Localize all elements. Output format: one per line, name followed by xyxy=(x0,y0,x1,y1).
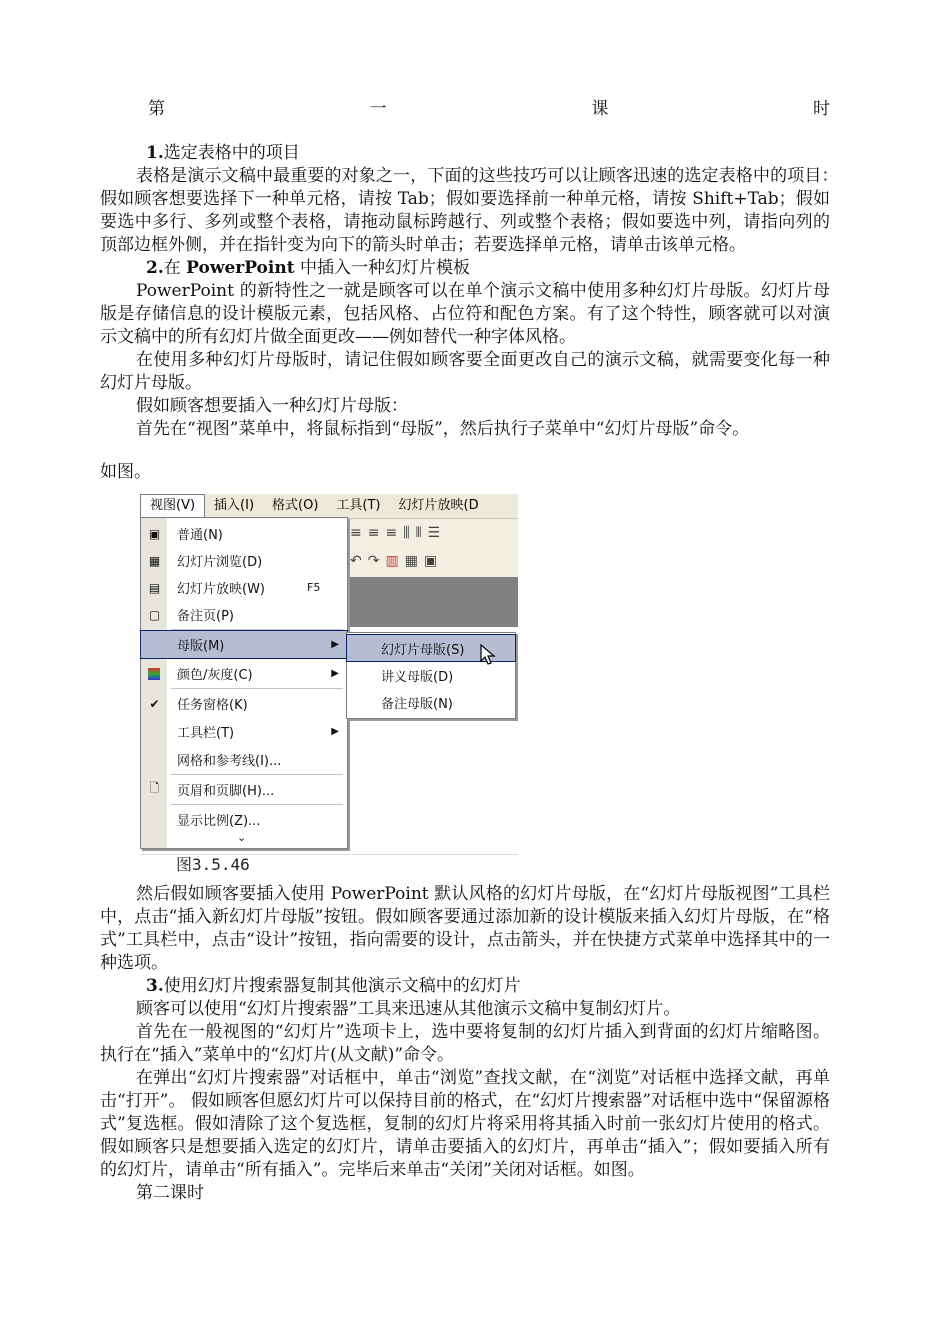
menu-item-master[interactable]: 母版(M) ▶ xyxy=(141,631,347,658)
workspace-area xyxy=(344,577,518,627)
menu-item-slideshow[interactable]: ▤ 幻灯片放映(W) F5 xyxy=(141,574,347,601)
document-bottom xyxy=(100,883,830,1205)
paragraph: 表格是演示文稿中最重要的对象之一，下面的这些技巧可以让顾客迅速的选定表格中的项目： 假如顾客想要选择下一种单元格，请按 Tab；假如要选择前一种单元格，请按 Shift+Tab；假如要选中多行、多列或整个表格，请拖动鼠标跨越行、列或整个表格；假如要选中列，请指向列的顶部边框外侧，并在指针变为向下的箭头时单击；若要选择单元格，请单击该单元格。 xyxy=(100,166,864,255)
submenu-item-handout-master[interactable]: 讲义母版(D) xyxy=(381,669,454,685)
undo-icon[interactable]: ↶ xyxy=(350,553,362,569)
menu-slideshow[interactable]: 幻灯片放映(D xyxy=(398,498,479,513)
menu-item-color[interactable]: 颜色/灰度(C) ▶ xyxy=(141,660,347,687)
expand-menu-icon[interactable]: ⌄ xyxy=(237,830,247,844)
menu-item-grid[interactable]: 网格和参考线(I)... xyxy=(177,754,282,769)
check-icon: ✔ xyxy=(149,696,160,711)
paragraph: 在使用多种幻灯片母版时，请记住假如顾客要全面更改自己的演示文稿，就需要变化每一种幻灯片母版。 xyxy=(100,350,830,393)
menu-item-zoom[interactable]: 显示比例(Z)... xyxy=(177,814,261,829)
menu-insert[interactable]: 插入(I) xyxy=(214,498,255,513)
section-1-heading: 1.选定表格中的项目 xyxy=(146,143,300,163)
menu-screenshot-figure xyxy=(140,494,518,874)
table-icon[interactable]: ▦ xyxy=(404,553,418,569)
paragraph: 顾客可以使用“幻灯片搜索器”工具来迅速从其他演示文稿中复制幻灯片。 xyxy=(136,999,681,1019)
title-char: 第 xyxy=(148,99,165,119)
paragraph: 首先在“视图”菜单中，将鼠标指到“母版”，然后执行子菜单中“幻灯片母版”命令。 xyxy=(136,419,750,439)
mouse-cursor-icon xyxy=(480,644,496,666)
section-3-heading: 3.使用幻灯片搜索器复制其他演示文稿中的幻灯片 xyxy=(146,976,521,996)
menu-item-task-pane[interactable]: ✔ 任务窗格(K) xyxy=(141,690,347,717)
normal-view-icon: ▣ xyxy=(148,526,161,541)
paragraph: 假如顾客想要插入一种幻灯片母版： xyxy=(136,396,408,416)
figure-caption: 图3.5.46 xyxy=(176,855,250,874)
menu-item-header-footer[interactable]: 🗋 页眉和页脚(H)... xyxy=(141,776,347,803)
paragraph: 如图。 xyxy=(100,462,151,482)
submenu-arrow-icon: ▶ xyxy=(331,668,339,679)
menu-item-notes-page[interactable]: ▢ 备注页(P) xyxy=(141,601,347,628)
section-2-heading: 2.在 PowerPoint 中插入一种幻灯片模板 xyxy=(146,258,470,278)
menu-tools[interactable]: 工具(T) xyxy=(336,498,381,513)
slide-sorter-icon: ▦ xyxy=(148,553,161,568)
align-left-icon[interactable]: ≡ xyxy=(350,525,362,541)
paragraph: 在弹出“幻灯片搜索器”对话框中，单击“浏览”查找文献，在“浏览”对话框中选择文献，再单击“打开”。 假如顾客但愿幻灯片可以保持目前的格式，在“幻灯片搜索器”对话框中选中“保留源格式”复选框。假如清除了这个复选框，复制的幻灯片将采用将其插入时前一张幻灯片使用的格式。 假如顾客只是想要插入选定的幻灯片，请单击要插入的幻灯片，再单击“插入”；假如要插入所有的幻灯片，请单击“所有插入”。完毕后来单击“关闭”关闭对话框。如图。 xyxy=(100,1068,830,1180)
menu-item-slide-sorter[interactable]: ▦ 幻灯片浏览(D) xyxy=(141,547,347,574)
submenu-arrow-icon: ▶ xyxy=(331,639,339,650)
menu-bar xyxy=(140,494,518,519)
distribute-icon[interactable]: ⫼ xyxy=(403,525,410,541)
list-icon[interactable]: ☰ xyxy=(427,525,441,541)
title-char: 时 xyxy=(812,99,830,119)
menu-format[interactable]: 格式(O) xyxy=(272,498,319,513)
align-center-icon[interactable]: ≡ xyxy=(367,525,380,541)
menu-view[interactable]: 视图(V) xyxy=(140,494,205,519)
color-icon xyxy=(148,668,160,680)
section-4-heading: 第二课时 xyxy=(136,1183,204,1203)
menu-item-normal[interactable]: ▣ 普通(N) xyxy=(141,520,347,547)
paragraph: PowerPoint 的新特性之一就是顾客可以在单个演示文稿中使用多种幻灯片母版。幻灯片母版是存储信息的设计模版元素，包括风格、占位符和配色方案。有了这个特性，顾客就可以对演示文稿中的所有幻灯片做全面更改——例如替代一种字体风格。 xyxy=(100,281,830,347)
view-menu xyxy=(140,517,348,849)
redo-icon[interactable]: ↷ xyxy=(367,553,380,569)
paragraph: 首先在一般视图的“幻灯片”选项卡上，选中要将复制的幻灯片插入到背面的幻灯片缩略图。执行在“插入”菜单中的“幻灯片(从文献)”命令。 xyxy=(100,1022,830,1065)
submenu-item-notes-master[interactable]: 备注母版(N) xyxy=(381,696,453,712)
align-right-icon[interactable]: ≡ xyxy=(385,525,398,541)
submenu-arrow-icon: ▶ xyxy=(331,726,339,737)
page-icon: 🗋 xyxy=(149,781,160,795)
chart-icon[interactable]: ▥ xyxy=(385,553,399,569)
menu-item-toolbars[interactable]: 工具栏(T) ▶ xyxy=(177,726,339,741)
submenu-item-slide-master[interactable]: 幻灯片母版(S) xyxy=(347,635,515,661)
slideshow-icon: ▤ xyxy=(148,580,161,595)
page-title xyxy=(100,98,830,121)
edit-icon[interactable]: ▣ xyxy=(423,553,438,569)
toolbar xyxy=(344,519,518,577)
paragraph: 然后假如顾客要插入使用 PowerPoint 默认风格的幻灯片母版，在“幻灯片母版视图”工具栏中，点击“插入新幻灯片母版”按钮。假如顾客要通过添加新的设计模版来插入幻灯片母版，在“格式”工具栏中，点击“设计”按钮，指向需要的设计，点击箭头，并在快捷方式菜单中选择其中的一种选项。 xyxy=(100,884,830,973)
title-char: 课 xyxy=(591,99,609,119)
notes-page-icon: ▢ xyxy=(148,607,161,622)
document-top xyxy=(100,98,864,484)
title-char: 一 xyxy=(369,99,387,119)
columns-icon[interactable]: ⫴ xyxy=(415,525,422,541)
